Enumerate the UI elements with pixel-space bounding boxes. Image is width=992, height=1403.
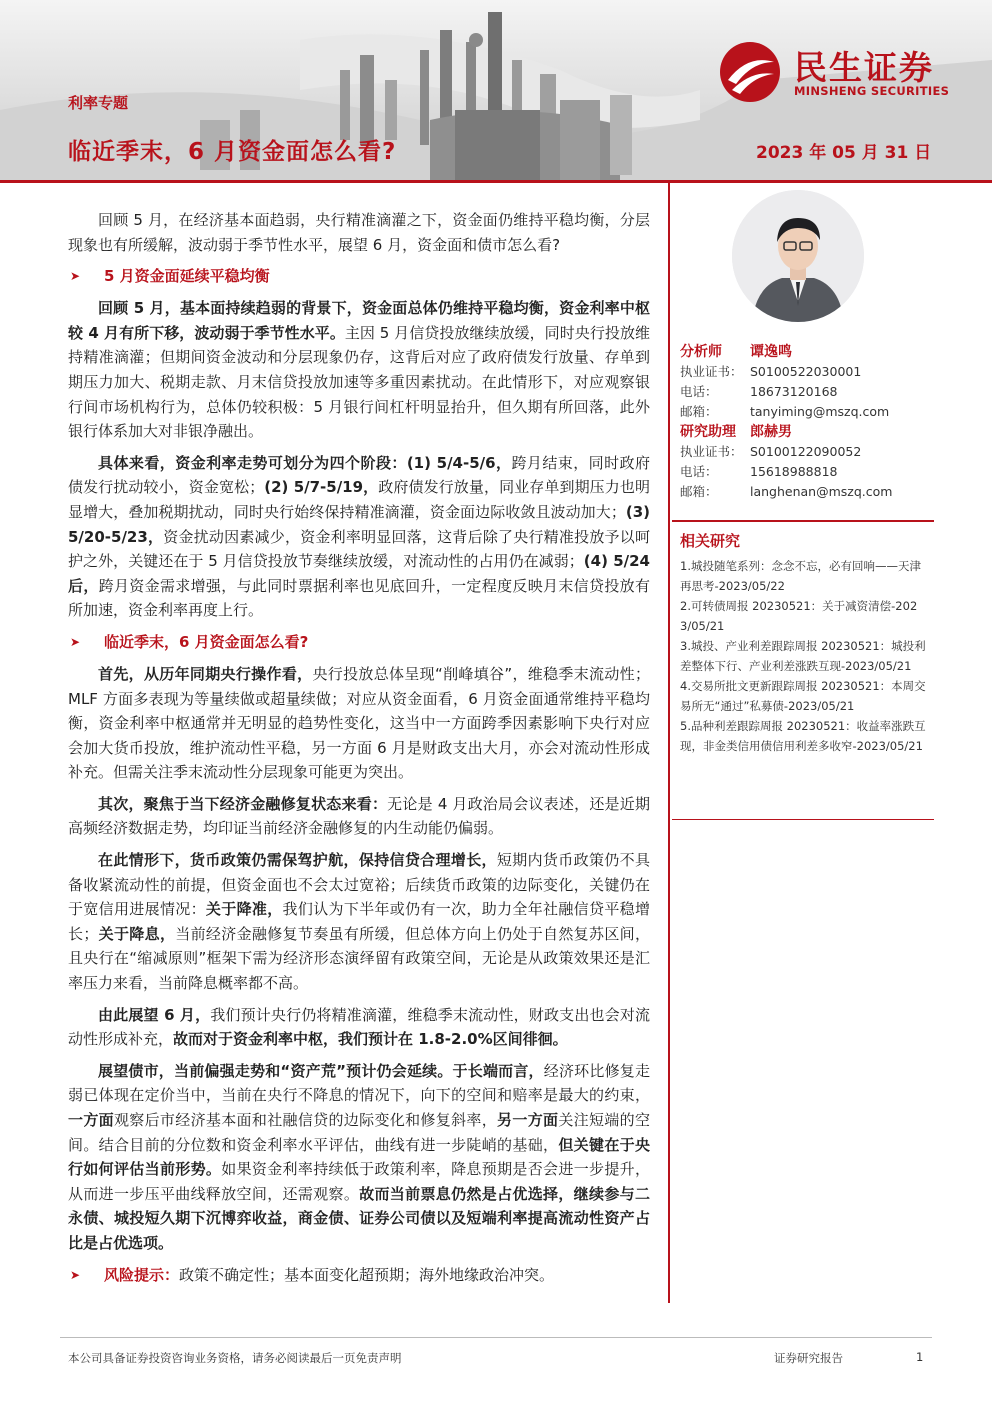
intro-paragraph: 回顾 5 月，在经济基本面趋弱，央行精准滴灌之下，资金面仍维持平稳均衡，分层现象也有所缓解，波动弱于季节性水平，展望 6 月，资金面和债市怎么看? <box>68 211 650 254</box>
body-paragraph <box>68 1059 650 1256</box>
body-paragraph <box>68 296 650 444</box>
footer-disclaimer: 本公司具备证券投资咨询业务资格，请务必阅读最后一页免责声明 <box>68 1351 402 1365</box>
analyst-phone: 18673120168 <box>750 384 838 399</box>
risk-text: 政策不确定性；基本面变化超预期；海外地缘政治冲突。 <box>179 1265 555 1284</box>
paragraph-text: 我们认为下半年或仍有一次，助力全年社融信贷平稳增长； <box>68 900 650 943</box>
assistant-name: 郎赫男 <box>750 424 792 440</box>
arrow-bullet-icon: ➤ <box>70 268 81 283</box>
arrow-bullet-icon: ➤ <box>70 1267 81 1282</box>
body-paragraph <box>68 792 650 841</box>
bold-lead: 具体来看，资金利率走势可划分为四个阶段：(1) 5/4-5/6， <box>98 453 512 472</box>
assistant-role: 研究助理 <box>680 424 736 440</box>
related-research-title: 相关研究 <box>680 532 741 550</box>
bold-phrase: 故而当前票息仍然是占优选择，继续参与二永债、城投短久期下沉博弈收益，商金债、证券公司债以及短端利率提高流动性资产占比是占优选项。 <box>68 1184 650 1252</box>
paragraph-text: 短期内货币政策仍不具备收紧流动性的前提，但资金面也不会太过宽裕；后续货币政策的边际变化，关键仍在于宽信用进展情况： <box>68 851 650 919</box>
paragraph-text: 跨月资金需求增强，与此同时票据利率也见底回升，一定程度反映月末信贷投放有所加速，资金利率再度上行。 <box>68 576 650 620</box>
footer-report-type: 证券研究报告 <box>774 1351 843 1365</box>
minsheng-logo-icon <box>718 40 782 104</box>
footer-divider <box>60 1337 932 1338</box>
related-divider <box>672 520 934 522</box>
section-heading <box>68 264 650 288</box>
analyst-email[interactable]: tanyiming@mszq.com <box>750 404 890 419</box>
analyst-cert: S0100522030001 <box>750 364 862 379</box>
paragraph-text: 关注短端的空间。结合目前的分位数和资金利率水平评估，曲线有进一步陡峭的基础， <box>68 1111 650 1154</box>
risk-label: 风险提示： <box>104 1265 180 1284</box>
logo-english-name: MINSHENG SECURITIES <box>794 84 950 98</box>
body-paragraph <box>68 848 650 996</box>
report-category: 利率专题 <box>68 94 129 112</box>
body-paragraph <box>68 1003 650 1052</box>
bold-lead: 由此展望 6 月， <box>98 1005 211 1024</box>
assistant-name-row <box>680 422 930 442</box>
assistant-email[interactable]: langhenan@mszq.com <box>750 484 893 499</box>
field-label: 执业证书： <box>680 444 743 459</box>
body-paragraph <box>68 451 650 623</box>
page-number: 1 <box>916 1350 924 1364</box>
field-label: 执业证书： <box>680 364 743 379</box>
paragraph-text: 跨月结束，同时政府债发行扰动较小，资金宽松； <box>68 453 650 497</box>
paragraph-text: 当前经济金融修复节奏虽有所缓，但总体方向上仍处于自然复苏区间，且央行在“缩减原则”框架下需为经济形态演绎留有政策空间，无论是从政策效果还是汇率压力来看，当前降息概率都不高。 <box>68 924 650 993</box>
bold-phase: (2) 5/7-5/19， <box>264 478 379 497</box>
bold-phase: (3) 5/20-5/23， <box>68 502 650 546</box>
related-research-list <box>680 556 928 756</box>
field-label: 邮箱： <box>680 404 718 419</box>
bold-phrase: 另一方面 <box>497 1111 559 1129</box>
page-header <box>0 0 992 182</box>
assistant-cert-row <box>680 442 930 462</box>
bold-lead: 展望债市，当前偏强走势和“资产荒”预计仍会延续。于长端而言， <box>98 1061 544 1080</box>
analyst-name: 谭逸鸣 <box>750 344 792 360</box>
related-item[interactable]: 2.可转债周报 20230521：关于减资清偿-2023/05/21 <box>680 599 918 633</box>
bold-phrase: 关于降准， <box>205 900 283 919</box>
paragraph-text: 主因 5 月信贷投放继续放缓，同时央行投放维持精准滴灌；但期间资金波动和分层现象仍存，这背后对应了政府债发行放量、存单到期压力加大、税期走款、月末信贷投放加速等多重因素扰动。在此情形下，对应观察银行间市场机构行为，总体仍较积极：5 月银行间杠杆明显抬升，但久期有所回落，此外银行体系加大对非银净融出。 <box>68 323 650 441</box>
paragraph-text: 如果资金利率持续低于政策利率，降息预期是否会进一步提升，从而进一步压平曲线释放空间，还需观察。 <box>68 1160 650 1203</box>
header-divider <box>0 180 992 183</box>
assistant-cert: S0100122090052 <box>750 444 862 459</box>
analyst-role: 分析师 <box>680 344 722 360</box>
bold-phase: (4) 5/24 后， <box>68 552 650 595</box>
logo-chinese-name: 民生证券 <box>794 48 934 87</box>
analyst-tel-row <box>680 382 930 402</box>
field-label: 电话： <box>680 464 718 479</box>
analyst-info <box>680 342 930 502</box>
related-item[interactable]: 3.城投、产业利差跟踪周报 20230521：城投利差整体下行、产业利差涨跌互现-2023/05/21 <box>680 639 926 673</box>
section-heading-text: 5 月资金面延续平稳均衡 <box>104 266 270 285</box>
column-divider <box>668 183 670 1303</box>
paragraph-text: 央行投放总体呈现“削峰填谷”，维稳季末流动性；MLF 方面多表现为等量续做或超量续做；对应从资金面看，6 月资金面通常维持平稳均衡，资金利率中枢通常并无明显的趋势性变化，这当中一方面跨季因素影响下央行对应会加大货币投放，维护流动性平稳，另一方面 6 月是财政支出大月，亦会对流动性形成补充。但需关注季末流动性分层现象可能更为突出。 <box>68 664 650 782</box>
paragraph-text: 无论是 4 月政治局会议表述，还是近期高频经济数据走势，均印证当前经济金融修复的内生动能仍偏弱。 <box>68 794 650 838</box>
body-paragraph <box>68 662 650 785</box>
related-item[interactable]: 5.品种利差跟踪周报 20230521：收益率涨跌互现，非金类信用债信用利差多收窄-2023/05/21 <box>680 719 926 753</box>
bold-lead: 在此情形下，货币政策仍需保驾护航，保持信贷合理增长， <box>98 851 497 870</box>
assistant-mail-row <box>680 482 930 502</box>
paragraph-text: 资金扰动因素减少，资金利率明显回落，这背后除了央行精准投放予以呵护之外，关键还在于 5 月信贷投放节奏继续放缓，对流动性的占用仍在减弱； <box>68 527 650 571</box>
bold-phrase: 故而对于资金利率中枢，我们预计在 1.8-2.0%区间徘徊。 <box>173 1030 568 1049</box>
analyst-photo <box>732 190 864 322</box>
bold-lead: 其次，聚焦于当下经济金融修复状态来看： <box>98 794 388 813</box>
assistant-tel-row <box>680 462 930 482</box>
main-content <box>68 208 650 1287</box>
paragraph-text: 我们预计央行仍将精准滴灌，维稳季末流动性，财政支出也会对流动性形成补充， <box>68 1005 650 1049</box>
paragraph-text: 经济环比修复走弱已体现在定价当中，当前在央行不降息的情况下，向下的空间和赔率是最大的约束， <box>68 1061 650 1105</box>
analyst-name-row <box>680 342 930 362</box>
paragraph-text: 政府债发行放量，同业存单到期压力也明显增大，叠加税期扰动，同时央行始终保持精准滴灌，资金面边际收敛且波动加大； <box>68 478 650 521</box>
report-date: 2023 年 05 月 31 日 <box>756 143 932 163</box>
bold-lead: 回顾 5 月，基本面持续趋弱的背景下，资金面总体仍维持平稳均衡，资金利率中枢较 4 月有所下移，波动弱于季节性水平。 <box>68 299 650 342</box>
company-logo <box>718 40 968 100</box>
section-heading-text: 临近季末，6 月资金面怎么看? <box>104 632 309 651</box>
analyst-mail-row <box>680 402 930 422</box>
paragraph-text: 观察后市经济基本面和社融信贷的边际变化和修复斜率， <box>113 1111 498 1129</box>
arrow-bullet-icon: ➤ <box>70 634 81 649</box>
section-heading <box>68 630 650 654</box>
field-label: 电话： <box>680 384 718 399</box>
analyst-portrait-icon <box>732 190 864 322</box>
field-label: 邮箱： <box>680 484 718 499</box>
report-title: 临近季末，6 月资金面怎么看? <box>68 139 397 165</box>
risk-warning <box>68 1263 650 1288</box>
analyst-cert-row <box>680 362 930 382</box>
related-divider-bottom <box>672 819 934 820</box>
bold-lead: 首先，从历年同期央行操作看， <box>98 664 313 683</box>
related-item[interactable]: 4.交易所批文更新跟踪周报 20230521：本周交易所无“通过”私募债-2023/05/21 <box>680 679 926 713</box>
bold-phrase: 关于降息， <box>98 924 176 943</box>
bold-phrase: 但关键在于央行如何评估当前形势。 <box>68 1135 650 1179</box>
related-item[interactable]: 1.城投随笔系列：念念不忘，必有回响——天津再思考-2023/05/22 <box>680 559 921 593</box>
bold-phrase: 一方面 <box>68 1111 114 1129</box>
assistant-phone: 15618988818 <box>750 464 838 479</box>
